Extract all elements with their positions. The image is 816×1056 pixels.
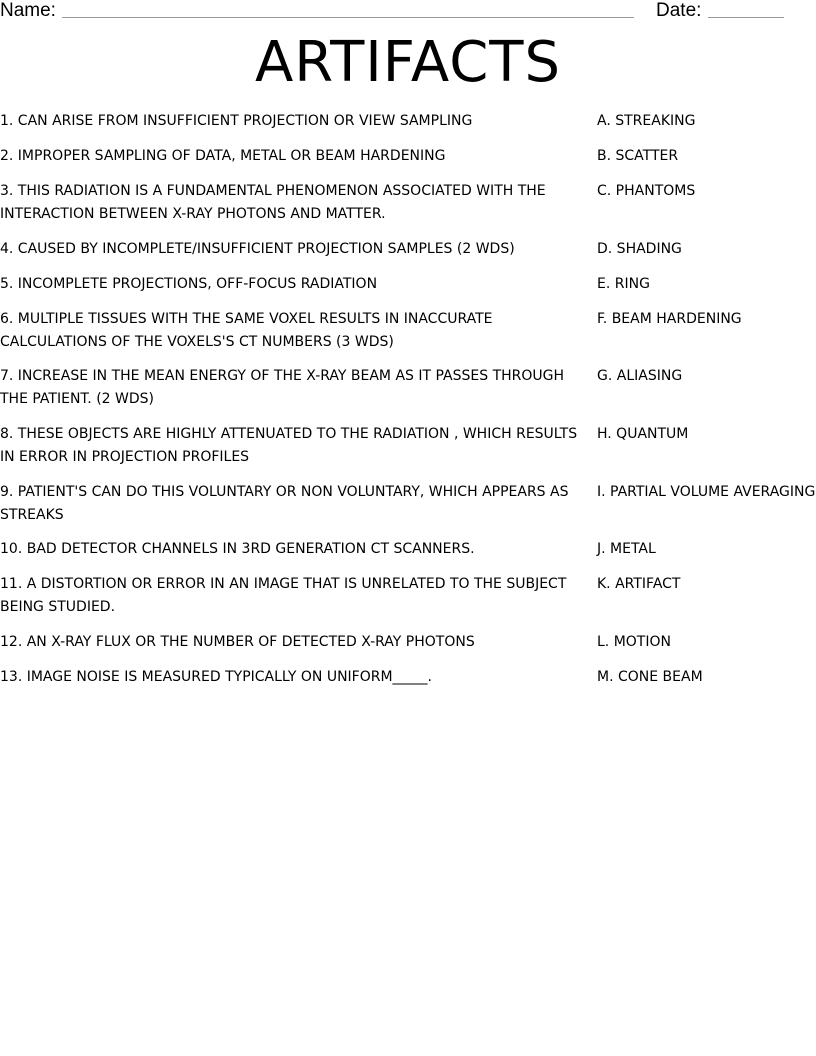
question-item: 7. INCREASE IN THE MEAN ENERGY OF THE X-RAY BEAM AS IT PASSES THROUGH THE PATIENT. (2 WDS) xyxy=(0,368,565,407)
question-item: 9. PATIENT'S CAN DO THIS VOLUNTARY OR NON VOLUNTARY, WHICH APPEARS AS STREAKS xyxy=(0,484,569,523)
answer-option: I. PARTIAL VOLUME AVERAGING xyxy=(597,484,816,500)
question-item: 12. AN X-RAY FLUX OR THE NUMBER OF DETECTED X-RAY PHOTONS xyxy=(0,634,475,650)
answer-option: C. PHANTOMS xyxy=(597,183,696,199)
question-item: 2. IMPROPER SAMPLING OF DATA, METAL OR BEAM HARDENING xyxy=(0,148,446,164)
name-label: Name: xyxy=(0,0,56,21)
answer-option: K. ARTIFACT xyxy=(597,576,681,592)
date-label: Date: xyxy=(656,0,702,21)
name-blank-line xyxy=(62,17,634,18)
date-blank-line xyxy=(708,17,784,18)
answer-option: E. RING xyxy=(597,276,650,292)
answer-option: A. STREAKING xyxy=(597,113,696,129)
answer-option: J. METAL xyxy=(597,541,656,557)
answer-option: D. SHADING xyxy=(597,241,682,257)
answer-option: M. CONE BEAM xyxy=(597,669,703,685)
answer-option: H. QUANTUM xyxy=(597,426,689,442)
answer-option: L. MOTION xyxy=(597,634,671,650)
question-item: 3. THIS RADIATION IS A FUNDAMENTAL PHENOMENON ASSOCIATED WITH THE INTERACTION BETWEEN X-RAY PHOTONS AND MATTER. xyxy=(0,183,546,222)
page-title: ARTIFACTS xyxy=(254,30,562,95)
question-item: 10. BAD DETECTOR CHANNELS IN 3RD GENERATION CT SCANNERS. xyxy=(0,541,475,557)
answer-option: G. ALIASING xyxy=(597,368,683,384)
question-item: 8. THESE OBJECTS ARE HIGHLY ATTENUATED TO THE RADIATION , WHICH RESULTS IN ERROR IN PROJECTION PROFILES xyxy=(0,426,578,465)
question-item: 13. IMAGE NOISE IS MEASURED TYPICALLY ON UNIFORM_____. xyxy=(0,669,432,685)
answer-option: B. SCATTER xyxy=(597,148,679,164)
question-item: 5. INCOMPLETE PROJECTIONS, OFF-FOCUS RADIATION xyxy=(0,276,378,292)
answer-option: F. BEAM HARDENING xyxy=(597,311,742,327)
question-item: 6. MULTIPLE TISSUES WITH THE SAME VOXEL RESULTS IN INACCURATE CALCULATIONS OF THE VOXELS'S CT NUMBERS (3 WDS) xyxy=(0,311,493,350)
question-item: 11. A DISTORTION OR ERROR IN AN IMAGE THAT IS UNRELATED TO THE SUBJECT BEING STUDIED. xyxy=(0,576,567,615)
question-item: 4. CAUSED BY INCOMPLETE/INSUFFICIENT PROJECTION SAMPLES (2 WDS) xyxy=(0,241,515,257)
question-item: 1. CAN ARISE FROM INSUFFICIENT PROJECTION OR VIEW SAMPLING xyxy=(0,113,473,129)
worksheet-header xyxy=(0,0,816,24)
